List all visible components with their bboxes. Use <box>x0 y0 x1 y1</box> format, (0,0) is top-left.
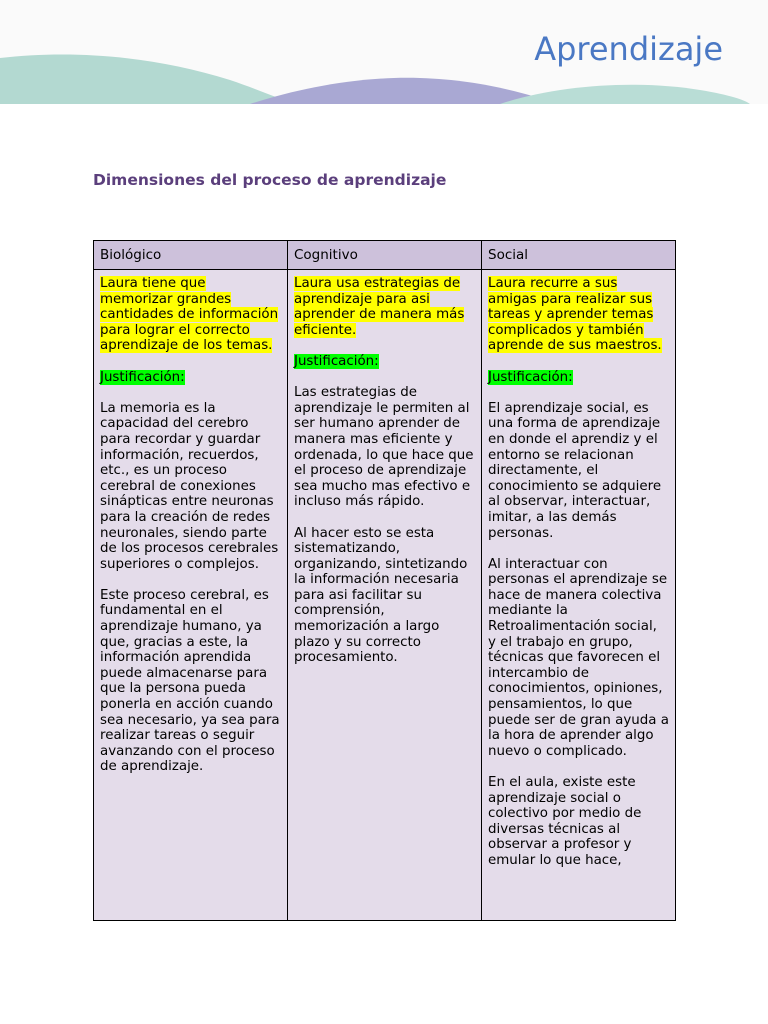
highlighted-case: Laura tiene que memorizar grandes cantidades de información para lograr el correcto aprendizaje de los temas. <box>100 276 279 354</box>
header-banner <box>0 0 768 110</box>
column-header-cognitivo: Cognitivo <box>288 241 482 270</box>
paragraph: Al interactuar con personas el aprendizaje se hace de manera colectiva mediante la Retroalimentación social, y el trabajo en grupo, técnicas que favorecen el intercambio de conocimientos, opiniones, pensamientos, lo que puede ser de gran ayuda a la hora de aprender algo nuevo o complicado. <box>488 556 669 759</box>
paragraph: Este proceso cerebral, es fundamental en el aprendizaje humano, ya que, gracias a este, la información aprendida puede almacenarse para que la persona pueda ponerla en acción cuando sea necesario, ya sea para realizar tareas o seguir avanzando con el proceso de aprendizaje. <box>100 587 280 775</box>
paragraph: En el aula, existe este aprendizaje social o colectivo por medio de diversas técnicas al observar a profesor y emular lo que hace, <box>488 775 642 868</box>
column-header-biologico: Biológico <box>94 241 288 270</box>
paragraph: La memoria es la capacidad del cerebro para recordar y guardar información, recuerdos, etc., es un proceso cerebral de conexiones sinápticas entre neuronas para la creación de redes neuronales, siendo parte de los procesos cerebrales superiores o complejos. <box>100 400 279 572</box>
document-title: Dimensiones del proceso de aprendizaje <box>93 171 447 189</box>
column-header-social: Social <box>482 241 675 270</box>
brand-title: Aprendizaje <box>534 30 723 68</box>
paragraph: Al hacer esto se esta sistematizando, organizando, sintetizando la información necesaria para asi facilitar su comprensión, memorización a largo plazo y su correcto procesamiento. <box>294 525 468 666</box>
paragraph: El aprendizaje social, es una forma de aprendizaje en donde el aprendiz y el entorno se relacionan directamente, el conocimiento se adquiere al observar, interactuar, imitar, a las demás personas. <box>488 400 662 541</box>
justification-label: Justificación: <box>488 369 573 385</box>
highlighted-case: Laura recurre a sus amigas para realizar sus tareas y aprender temas complicados y también aprende de sus maestros. <box>488 276 662 354</box>
cell-social <box>482 270 675 920</box>
paragraph: Las estrategias de aprendizaje le permiten al ser humano aprender de manera mas eficiente y ordenada, lo que hace que el proceso de aprendizaje sea mucho mas efectivo e incluso más rápido. <box>294 385 474 510</box>
cell-biologico <box>94 270 288 920</box>
justification-label: Justificación: <box>100 369 185 385</box>
justification-label: Justificación: <box>294 353 379 369</box>
cell-cognitivo <box>288 270 482 920</box>
dimensions-table <box>93 240 676 921</box>
highlighted-case: Laura usa estrategias de aprendizaje para asi aprender de manera más eficiente. <box>294 276 465 338</box>
